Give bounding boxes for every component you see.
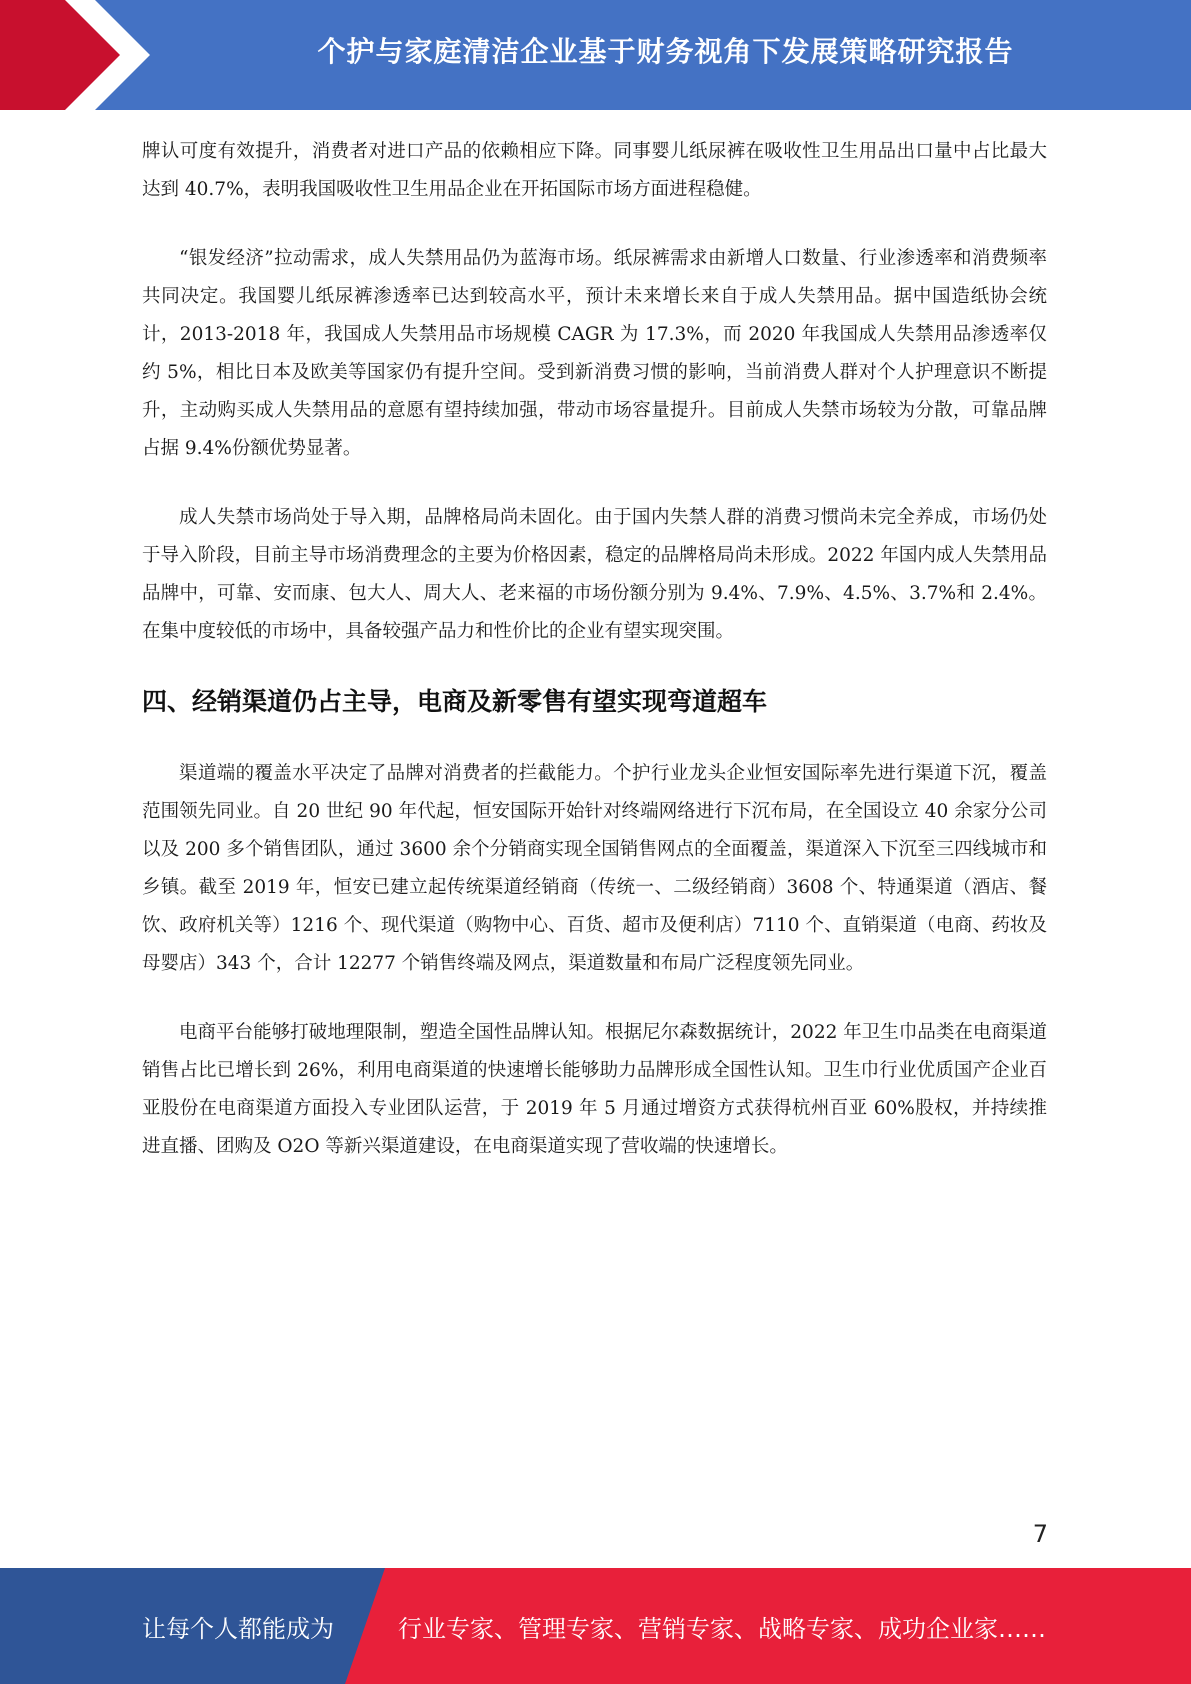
page-header [0, 0, 1191, 110]
body-paragraph-1: 牌认可度有效提升，消费者对进口产品的依赖相应下降。同事婴儿纸尿裤在吸收性卫生用品出口量中占比最大达到 40.7%，表明我国吸收性卫生用品企业在开拓国际市场方面进程稳健。 [142, 141, 1047, 200]
page-number: 7 [1032, 1520, 1048, 1548]
report-title: 个护与家庭清洁企业基于财务视角下发展策略研究报告 [317, 35, 1014, 68]
body-paragraph-3: 成人失禁市场尚处于导入期，品牌格局尚未固化。由于国内失禁人群的消费习惯尚未完全养成，市场仍处于导入阶段，目前主导市场消费理念的主要为价格因素，稳定的品牌格局尚未形成。2022 年国内成人失禁用品品牌中，可靠、安而康、包大人、周大人、老来福的市场份额分别为 9.4%、7.9%、4.5%、3.7%和 2.4%。在集中度较低的市场中，具备较强产品力和性价比的企业有望实现突围。 [142, 507, 1047, 642]
page-footer [0, 1568, 1191, 1684]
section-heading: 四、经销渠道仍占主导，电商及新零售有望实现弯道超车 [142, 687, 768, 716]
body-paragraph-2: “银发经济”拉动需求，成人失禁用品仍为蓝海市场。纸尿裤需求由新增人口数量、行业渗透率和消费频率共同决定。我国婴儿纸尿裤渗透率已达到较高水平，预计未来增长来自于成人失禁用品。据中国造纸协会统计，2013-2018 年，我国成人失禁用品市场规模 CAGR 为 17.3%，而 2020 年我国成人失禁用品渗透率仅约 5%，相比日本及欧美等国家仍有提升空间。受到新消费习惯的影响，当前消费人群对个人护理意识不断提升，主动购买成人失禁用品的意愿有望持续加强，带动市场容量提升。目前成人失禁市场较为分散，可靠品牌占据 9.4%份额优势显著。 [142, 248, 1047, 459]
section-paragraph-1: 渠道端的覆盖水平决定了品牌对消费者的拦截能力。个护行业龙头企业恒安国际率先进行渠道下沉，覆盖范围领先同业。自 20 世纪 90 年代起，恒安国际开始针对终端网络进行下沉布局，在全国设立 40 余家分公司以及 200 多个销售团队，通过 3600 余个分销商实现全国销售网点的全面覆盖，渠道深入下沉至三四线城市和乡镇。截至 2019 年，恒安已建立起传统渠道经销商（传统一、二级经销商）3608 个、特通渠道（酒店、餐饮、政府机关等）1216 个、现代渠道（购物中心、百货、超市及便利店）7110 个、直销渠道（电商、药妆及母婴店）343 个，合计 12277 个销售终端及网点，渠道数量和布局广泛程度领先同业。 [142, 763, 1047, 974]
footer-slogan-left: 让每个人都能成为 [142, 1614, 334, 1643]
main-content [142, 133, 1047, 1197]
footer-slogan-right: 行业专家、管理专家、营销专家、战略专家、成功企业家…… [398, 1614, 1046, 1643]
section-paragraph-2: 电商平台能够打破地理限制，塑造全国性品牌认知。根据尼尔森数据统计，2022 年卫生巾品类在电商渠道销售占比已增长到 26%，利用电商渠道的快速增长能够助力品牌形成全国性认知。卫生巾行业优质国产企业百亚股份在电商渠道方面投入专业团队运营，于 2019 年 5 月通过增资方式获得杭州百亚 60%股权，并持续推进直播、团购及 O2O 等新兴渠道建设，在电商渠道实现了营收端的快速增长。 [142, 1022, 1047, 1157]
